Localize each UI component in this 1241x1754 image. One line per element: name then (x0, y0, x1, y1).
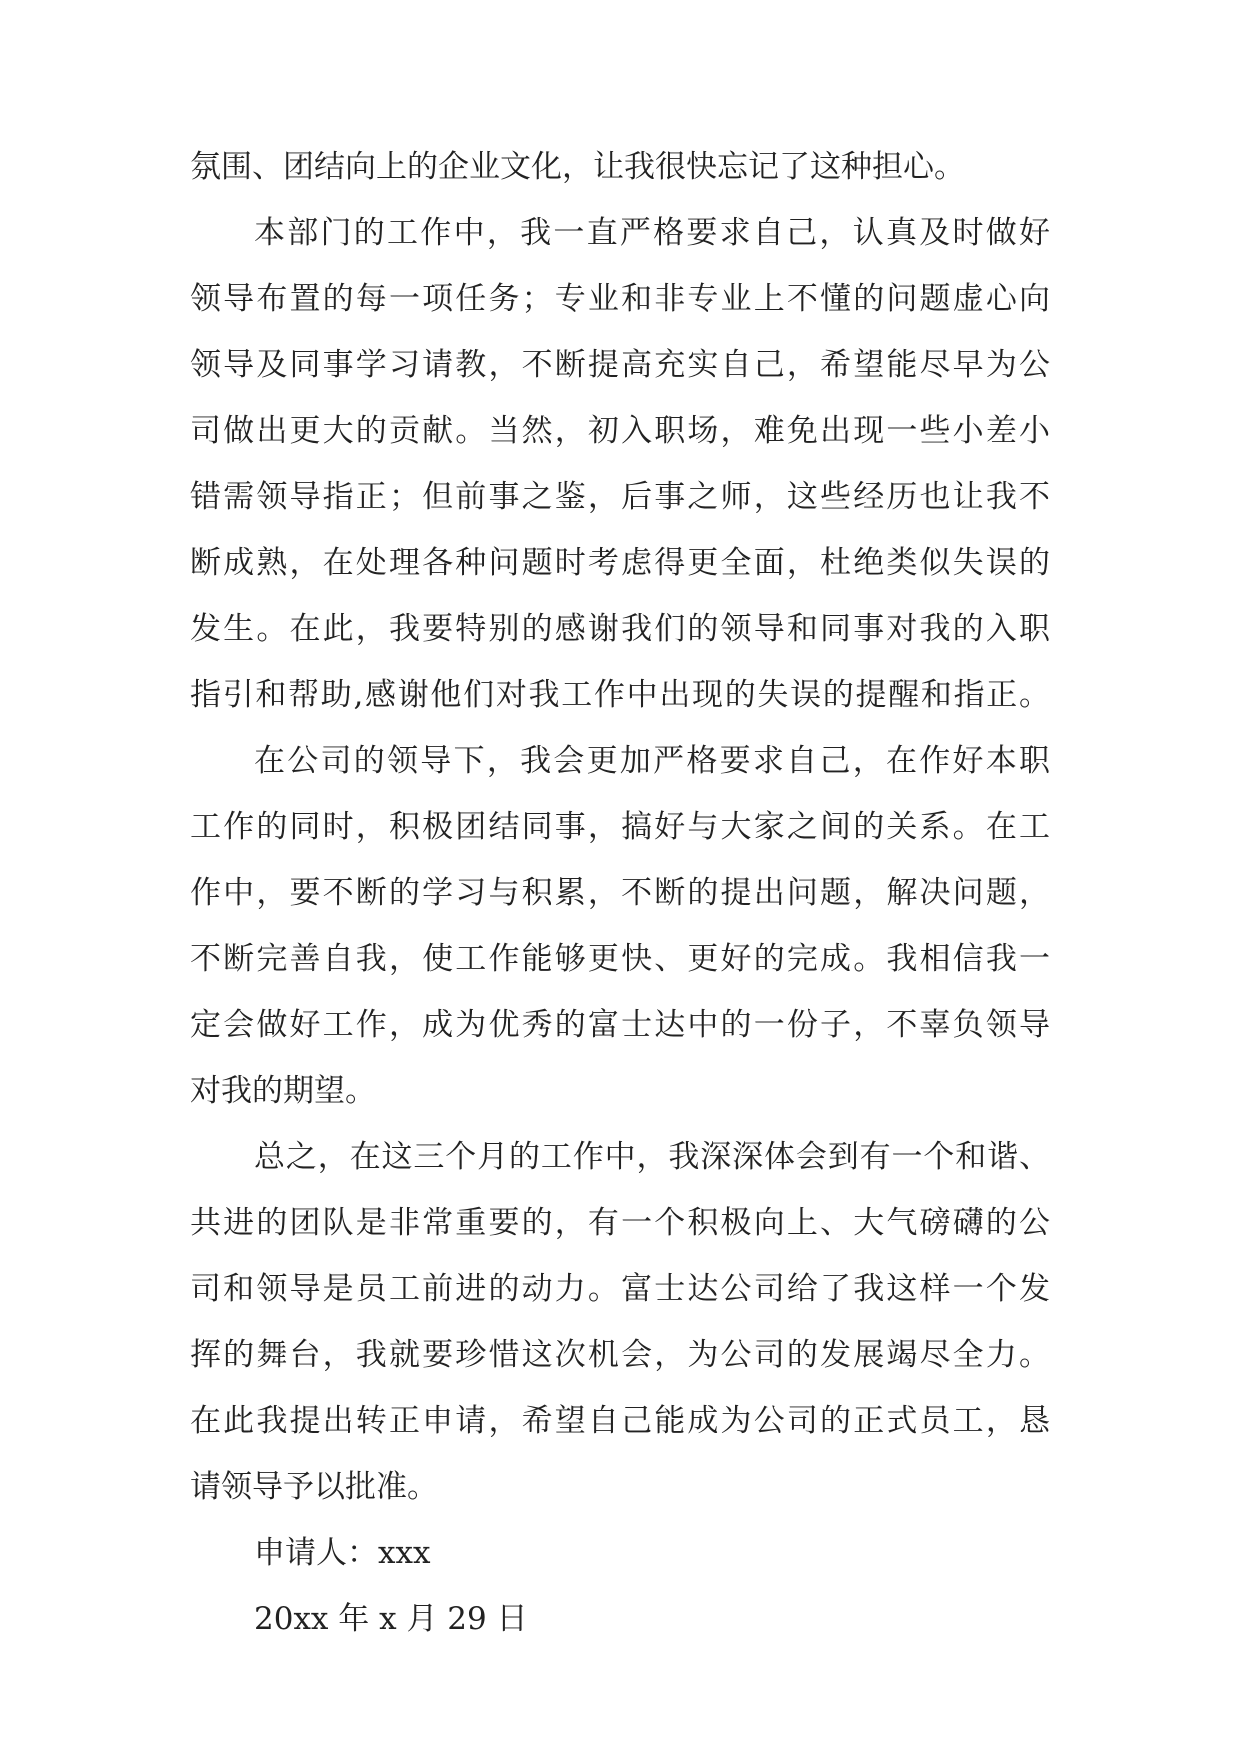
paragraph-3-line-2: 工作的同时，积极团结同事，搞好与大家之间的关系。在工 (190, 809, 1050, 845)
paragraph-4-line-6: 请领导予以批准。 (190, 1469, 438, 1505)
paragraph-2-line-4: 司做出更大的贡献。当然，初入职场，难免出现一些小差小 (190, 413, 1050, 449)
paragraph-4-line-1: 总之，在这三个月的工作中，我深深体会到有一个和谐、 (254, 1139, 1050, 1175)
paragraph-4-line-5: 在此我提出转正申请，希望自己能成为公司的正式员工，恳 (190, 1403, 1050, 1439)
signature-date: 20xx 年 x 月 29 日 (254, 1601, 528, 1637)
paragraph-4-line-2: 共进的团队是非常重要的，有一个积极向上、大气磅礴的公 (190, 1205, 1050, 1241)
paragraph-2-line-6: 断成熟，在处理各种问题时考虑得更全面，杜绝类似失误的 (190, 545, 1050, 581)
paragraph-3-line-1: 在公司的领导下，我会更加严格要求自己，在作好本职 (254, 743, 1050, 779)
paragraph-2-line-7: 发生。在此，我要特别的感谢我们的领导和同事对我的入职 (190, 611, 1050, 647)
paragraph-2-line-8: 指引和帮助,感谢他们对我工作中出现的失误的提醒和指正。 (190, 677, 1050, 713)
applicant-signature: 申请人：xxx (254, 1535, 431, 1571)
paragraph-4-line-4: 挥的舞台，我就要珍惜这次机会，为公司的发展竭尽全力。 (190, 1337, 1050, 1373)
paragraph-2-line-2: 领导布置的每一项任务；专业和非专业上不懂的问题虚心向 (190, 281, 1050, 317)
paragraph-2-line-1: 本部门的工作中，我一直严格要求自己，认真及时做好 (254, 215, 1050, 251)
paragraph-3-line-6: 对我的期望。 (190, 1073, 376, 1109)
paragraph-4-line-3: 司和领导是员工前进的动力。富士达公司给了我这样一个发 (190, 1271, 1050, 1307)
paragraph-3-line-5: 定会做好工作，成为优秀的富士达中的一份子，不辜负领导 (190, 1007, 1050, 1043)
paragraph-2-line-3: 领导及同事学习请教，不断提高充实自己，希望能尽早为公 (190, 347, 1050, 383)
paragraph-3-line-4: 不断完善自我，使工作能够更快、更好的完成。我相信我一 (190, 941, 1050, 977)
paragraph-1-line-1: 氛围、团结向上的企业文化，让我很快忘记了这种担心。 (190, 149, 965, 185)
paragraph-3-line-3: 作中，要不断的学习与积累，不断的提出问题，解决问题， (190, 875, 1050, 911)
paragraph-2-line-5: 错需领导指正；但前事之鉴，后事之师，这些经历也让我不 (190, 479, 1050, 515)
